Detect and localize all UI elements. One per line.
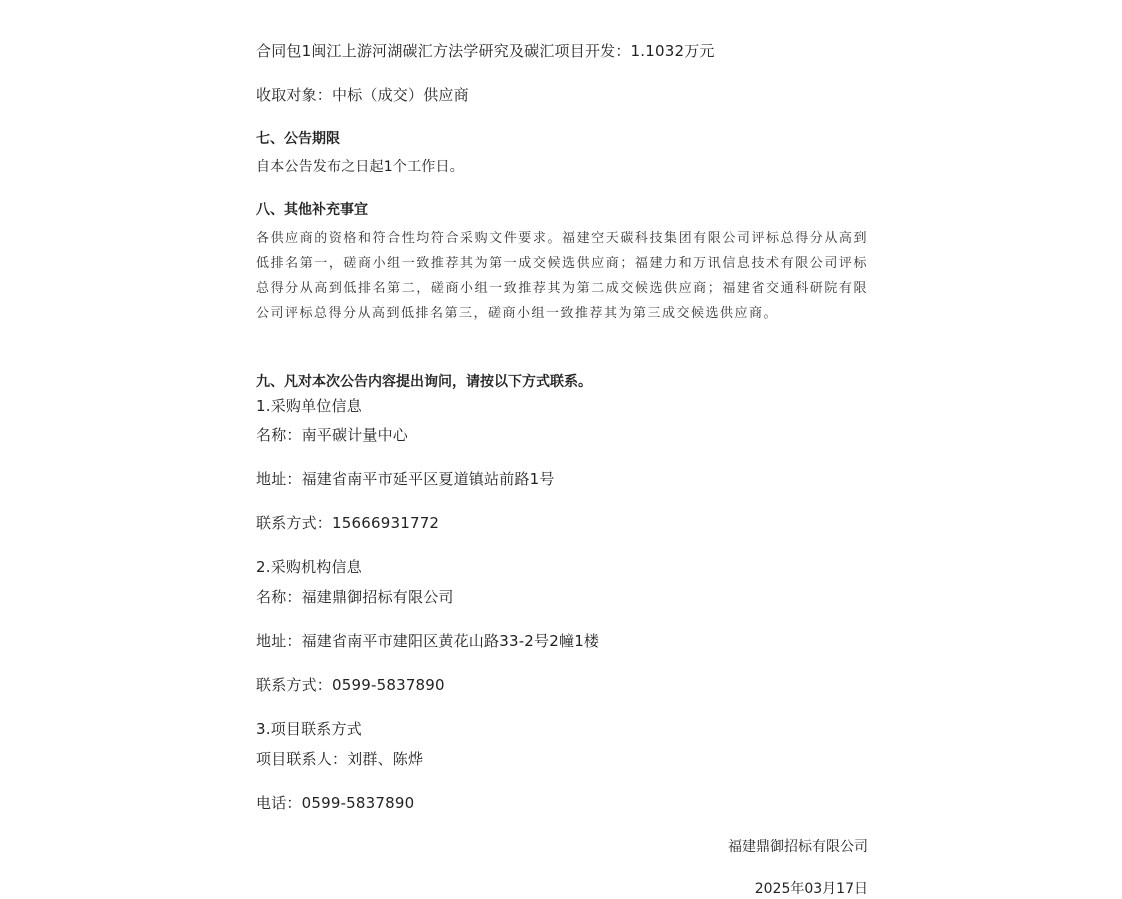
project-heading: 3.项目联系方式 bbox=[256, 720, 362, 738]
package-fee-text: 合同包1闽江上游河湖碳汇方法学研究及碳汇项目开发：1.1032万元 bbox=[256, 42, 715, 60]
footer-company: 福建鼎御招标有限公司 bbox=[728, 839, 868, 855]
project-phone: 电话：0599-5837890 bbox=[256, 794, 415, 812]
purchaser-address: 地址：福建省南平市延平区夏道镇站前路1号 bbox=[256, 470, 555, 488]
purchaser-contact: 联系方式：15666931772 bbox=[256, 514, 440, 532]
agency-contact: 联系方式：0599-5837890 bbox=[256, 676, 445, 694]
agency-name: 名称：福建鼎御招标有限公司 bbox=[256, 588, 454, 606]
agency-heading: 2.采购机构信息 bbox=[256, 558, 362, 576]
collect-target-text: 收取对象：中标（成交）供应商 bbox=[256, 86, 469, 104]
section-8-body: 各供应商的资格和符合性均符合采购文件要求。福建空天碳科技集团有限公司评标总得分从高到低排名第一，磋商小组一致推荐其为第一成交候选供应商；福建力和万讯信息技术有限公司评标总得分从高到低排名第二，磋商小组一致推荐其为第二成交候选供应商；福建省交通科研院有限公司评标总得分从高到低排名第三，磋商小组一致推荐其为第三成交候选供应商。 bbox=[256, 231, 868, 321]
agency-address: 地址：福建省南平市建阳区黄花山路33-2号2幢1楼 bbox=[256, 632, 600, 650]
footer-date: 2025年03月17日 bbox=[754, 881, 868, 897]
purchaser-name: 名称：南平碳计量中心 bbox=[256, 426, 409, 444]
project-contact-person: 项目联系人：刘群、陈烨 bbox=[256, 750, 424, 768]
section-7-title: 七、公告期限 bbox=[256, 131, 340, 147]
announcement-document bbox=[256, 0, 868, 898]
section-8-title: 八、其他补充事宜 bbox=[256, 202, 368, 218]
section-7-body: 自本公告发布之日起1个工作日。 bbox=[256, 159, 464, 175]
section-9-title: 九、凡对本次公告内容提出询问，请按以下方式联系。 bbox=[256, 374, 592, 390]
purchaser-heading: 1.采购单位信息 bbox=[256, 397, 362, 415]
